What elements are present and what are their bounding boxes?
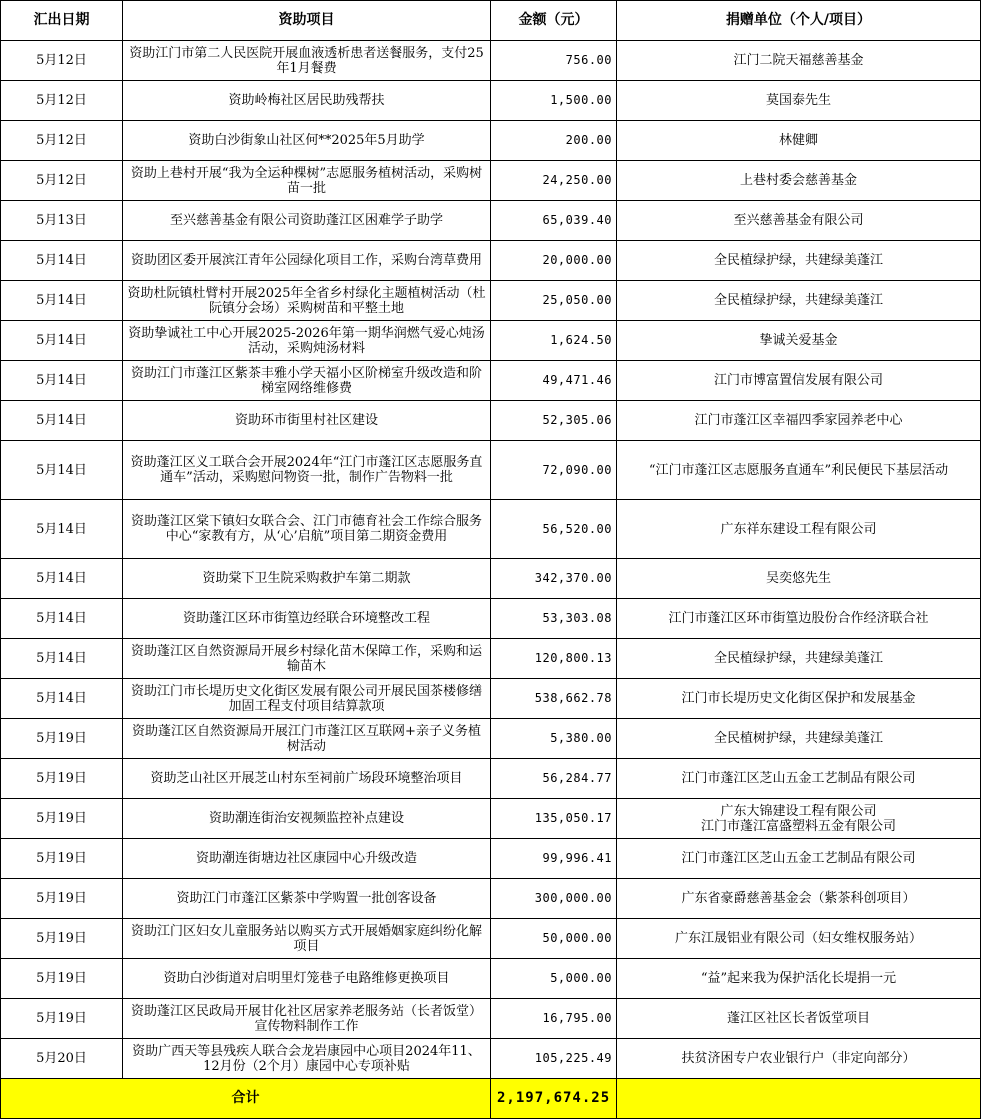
cell-date: 5月14日 xyxy=(1,679,123,719)
cell-item: 资助江门市第二人民医院开展血液透析患者送餐服务，支付25年1月餐费 xyxy=(123,41,491,81)
cell-item: 资助江门市蓬江区紫茶中学购置一批创客设备 xyxy=(123,879,491,919)
cell-amount: 50,000.00 xyxy=(491,919,617,959)
cell-date: 5月14日 xyxy=(1,441,123,500)
cell-date: 5月12日 xyxy=(1,161,123,201)
cell-donor: 江门市蓬江区环市街篁边股份合作经济联合社 xyxy=(617,599,981,639)
cell-donor: 江门市博富置信发展有限公司 xyxy=(617,361,981,401)
table-row xyxy=(1,839,981,879)
cell-date: 5月19日 xyxy=(1,879,123,919)
cell-date: 5月19日 xyxy=(1,959,123,999)
cell-item: 资助挚诚社工中心开展2025-2026年第一期华润燃气爱心炖汤活动，采购炖汤材料 xyxy=(123,321,491,361)
cell-item: 资助棠下卫生院采购救护车第二期款 xyxy=(123,559,491,599)
cell-date: 5月14日 xyxy=(1,281,123,321)
cell-item: 资助江门市蓬江区紫茶丰雅小学天福小区阶梯室升级改造和阶梯室网络维修费 xyxy=(123,361,491,401)
table-row xyxy=(1,361,981,401)
cell-item: 资助江门市长堤历史文化街区发展有限公司开展民国茶楼修缮加固工程支付项目结算款项 xyxy=(123,679,491,719)
table-row xyxy=(1,161,981,201)
cell-donor: “江门市蓬江区志愿服务直通车”利民便民下基层活动 xyxy=(617,441,981,500)
table-row xyxy=(1,559,981,599)
cell-item: 资助广西天等县残疾人联合会龙岩康园中心项目2024年11、12月份（2个月）康园中心专项补贴 xyxy=(123,1039,491,1079)
table-row xyxy=(1,759,981,799)
cell-item: 资助潮连街治安视频监控补点建设 xyxy=(123,799,491,839)
cell-date: 5月19日 xyxy=(1,839,123,879)
cell-date: 5月12日 xyxy=(1,81,123,121)
table-row xyxy=(1,81,981,121)
cell-date: 5月14日 xyxy=(1,599,123,639)
header-amount: 金额（元） xyxy=(491,1,617,41)
cell-amount: 342,370.00 xyxy=(491,559,617,599)
table-row xyxy=(1,281,981,321)
cell-donor: 至兴慈善基金有限公司 xyxy=(617,201,981,241)
cell-item: 资助杜阮镇杜臂村开展2025年全省乡村绿化主题植树活动（杜阮镇分会场）采购树苗和平整土地 xyxy=(123,281,491,321)
cell-date: 5月14日 xyxy=(1,559,123,599)
cell-amount: 16,795.00 xyxy=(491,999,617,1039)
cell-date: 5月14日 xyxy=(1,321,123,361)
cell-donor: 蓬江区社区长者饭堂项目 xyxy=(617,999,981,1039)
header-item: 资助项目 xyxy=(123,1,491,41)
cell-donor: 吴奕悠先生 xyxy=(617,559,981,599)
cell-item: 资助蓬江区自然资源局开展乡村绿化苗木保障工作，采购和运输苗木 xyxy=(123,639,491,679)
cell-amount: 52,305.06 xyxy=(491,401,617,441)
cell-item: 资助环市街里村社区建设 xyxy=(123,401,491,441)
cell-donor: 全民植绿护绿，共建绿美蓬江 xyxy=(617,241,981,281)
cell-amount: 200.00 xyxy=(491,121,617,161)
cell-date: 5月14日 xyxy=(1,500,123,559)
cell-donor: 江门市蓬江区幸福四季家园养老中心 xyxy=(617,401,981,441)
table-row xyxy=(1,799,981,839)
cell-amount: 5,000.00 xyxy=(491,959,617,999)
cell-item: 资助蓬江区义工联合会开展2024年“江门市蓬江区志愿服务直通车”活动，采购慰问物资一批，制作广告物料一批 xyxy=(123,441,491,500)
total-amount: 2,197,674.25 xyxy=(491,1079,617,1119)
cell-donor: “益”起来我为保护活化长堤捐一元 xyxy=(617,959,981,999)
table-row xyxy=(1,441,981,500)
cell-amount: 49,471.46 xyxy=(491,361,617,401)
cell-date: 5月19日 xyxy=(1,719,123,759)
table-row xyxy=(1,879,981,919)
cell-amount: 105,225.49 xyxy=(491,1039,617,1079)
cell-date: 5月14日 xyxy=(1,241,123,281)
header-date: 汇出日期 xyxy=(1,1,123,41)
cell-amount: 65,039.40 xyxy=(491,201,617,241)
cell-date: 5月19日 xyxy=(1,799,123,839)
table-row xyxy=(1,919,981,959)
cell-amount: 300,000.00 xyxy=(491,879,617,919)
table-row xyxy=(1,1039,981,1079)
cell-item: 资助岭梅社区居民助残帮扶 xyxy=(123,81,491,121)
cell-amount: 135,050.17 xyxy=(491,799,617,839)
cell-date: 5月19日 xyxy=(1,999,123,1039)
cell-amount: 24,250.00 xyxy=(491,161,617,201)
cell-amount: 25,050.00 xyxy=(491,281,617,321)
cell-amount: 1,624.50 xyxy=(491,321,617,361)
cell-date: 5月19日 xyxy=(1,919,123,959)
cell-donor: 全民植绿护绿，共建绿美蓬江 xyxy=(617,639,981,679)
cell-amount: 120,800.13 xyxy=(491,639,617,679)
cell-date: 5月13日 xyxy=(1,201,123,241)
cell-date: 5月20日 xyxy=(1,1039,123,1079)
cell-item: 资助蓬江区民政局开展甘化社区居家养老服务站（长者饭堂）宣传物料制作工作 xyxy=(123,999,491,1039)
cell-item: 资助芝山社区开展芝山村东至祠前广场段环境整治项目 xyxy=(123,759,491,799)
cell-donor: 挚诚关爱基金 xyxy=(617,321,981,361)
cell-date: 5月12日 xyxy=(1,41,123,81)
cell-donor: 莫国泰先生 xyxy=(617,81,981,121)
table-row xyxy=(1,719,981,759)
table-row xyxy=(1,241,981,281)
cell-item: 资助团区委开展滨江青年公园绿化项目工作，采购台湾草费用 xyxy=(123,241,491,281)
cell-amount: 1,500.00 xyxy=(491,81,617,121)
cell-item: 资助潮连街塘边社区康园中心升级改造 xyxy=(123,839,491,879)
header-donor: 捐赠单位（个人/项目） xyxy=(617,1,981,41)
cell-date: 5月19日 xyxy=(1,759,123,799)
cell-amount: 72,090.00 xyxy=(491,441,617,500)
ledger-body xyxy=(1,41,981,1079)
table-row xyxy=(1,999,981,1039)
cell-item: 资助白沙街道对启明里灯笼巷子电路维修更换项目 xyxy=(123,959,491,999)
table-row xyxy=(1,401,981,441)
cell-item: 资助蓬江区棠下镇妇女联合会、江门市德育社会工作综合服务中心“家教有方，从‘心’启航”项目第二期资金费用 xyxy=(123,500,491,559)
cell-amount: 756.00 xyxy=(491,41,617,81)
table-row xyxy=(1,41,981,81)
total-row xyxy=(1,1079,981,1119)
cell-item: 资助上巷村开展“我为全运种棵树”志愿服务植树活动，采购树苗一批 xyxy=(123,161,491,201)
cell-date: 5月14日 xyxy=(1,361,123,401)
cell-donor: 江门市蓬江区芝山五金工艺制品有限公司 xyxy=(617,839,981,879)
cell-donor: 广东省豪爵慈善基金会（紫茶科创项目） xyxy=(617,879,981,919)
total-label: 合计 xyxy=(1,1079,491,1119)
cell-donor: 江门市蓬江区芝山五金工艺制品有限公司 xyxy=(617,759,981,799)
cell-donor: 上巷村委会慈善基金 xyxy=(617,161,981,201)
cell-item: 资助蓬江区自然资源局开展江门市蓬江区互联网+亲子义务植树活动 xyxy=(123,719,491,759)
cell-amount: 20,000.00 xyxy=(491,241,617,281)
cell-item: 至兴慈善基金有限公司资助蓬江区困难学子助学 xyxy=(123,201,491,241)
table-row xyxy=(1,679,981,719)
table-row xyxy=(1,599,981,639)
cell-donor: 林健卿 xyxy=(617,121,981,161)
cell-date: 5月14日 xyxy=(1,639,123,679)
cell-donor: 江门市长堤历史文化街区保护和发展基金 xyxy=(617,679,981,719)
cell-date: 5月14日 xyxy=(1,401,123,441)
cell-amount: 5,380.00 xyxy=(491,719,617,759)
cell-item: 资助江门区妇女儿童服务站以购买方式开展婚姻家庭纠纷化解项目 xyxy=(123,919,491,959)
table-row xyxy=(1,121,981,161)
cell-donor: 扶贫济困专户农业银行户（非定向部分） xyxy=(617,1039,981,1079)
header-row xyxy=(1,1,981,41)
cell-date: 5月12日 xyxy=(1,121,123,161)
cell-donor: 广东江晟铝业有限公司（妇女维权服务站） xyxy=(617,919,981,959)
table-row xyxy=(1,959,981,999)
cell-item: 资助白沙街象山社区何**2025年5月助学 xyxy=(123,121,491,161)
cell-donor: 全民植树护绿，共建绿美蓬江 xyxy=(617,719,981,759)
cell-donor: 全民植绿护绿，共建绿美蓬江 xyxy=(617,281,981,321)
table-row xyxy=(1,500,981,559)
cell-donor: 江门二院天福慈善基金 xyxy=(617,41,981,81)
cell-amount: 99,996.41 xyxy=(491,839,617,879)
table-row xyxy=(1,639,981,679)
cell-item: 资助蓬江区环市街篁边经联合环境整改工程 xyxy=(123,599,491,639)
cell-donor: 广东祥东建设工程有限公司 xyxy=(617,500,981,559)
cell-amount: 56,284.77 xyxy=(491,759,617,799)
cell-amount: 56,520.00 xyxy=(491,500,617,559)
table-row xyxy=(1,201,981,241)
cell-donor: 广东大锦建设工程有限公司 江门市蓬江富盛塑料五金有限公司 xyxy=(617,799,981,839)
cell-amount: 53,303.08 xyxy=(491,599,617,639)
cell-amount: 538,662.78 xyxy=(491,679,617,719)
table-row xyxy=(1,321,981,361)
total-empty-cell xyxy=(617,1079,981,1119)
